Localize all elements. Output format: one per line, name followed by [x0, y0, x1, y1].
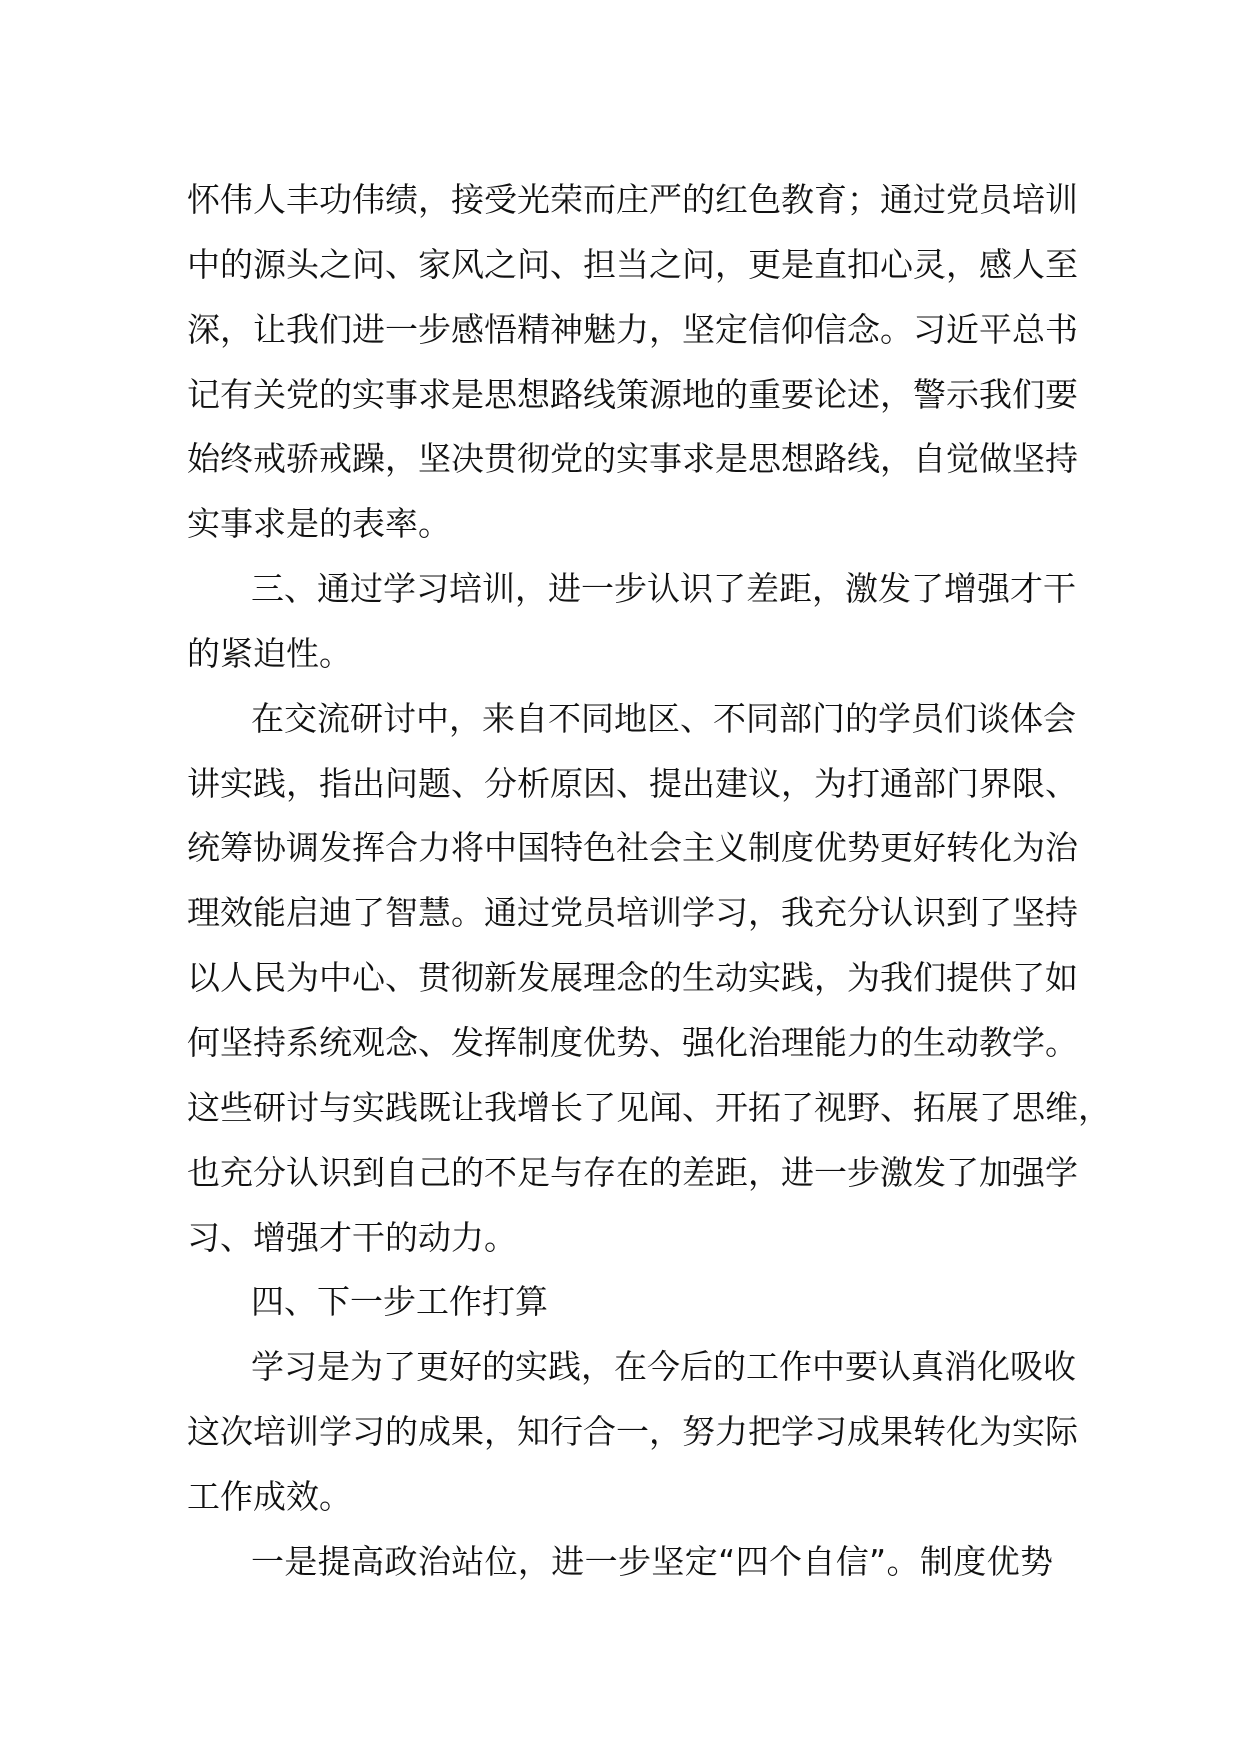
- text-line: 学习是为了更好的实践，在今后的工作中要认真消化吸收: [251, 1347, 1076, 1387]
- text-line: 实事求是的表率。: [187, 504, 451, 544]
- paragraph: [187, 1530, 1053, 1595]
- text-line: 统筹协调发挥合力将中国特色社会主义制度优势更好转化为治: [187, 828, 1078, 868]
- text-line: 中的源头之问、家风之问、担当之问，更是直扣心灵，感人至: [187, 244, 1078, 284]
- text-line: 一是提高政治站位，进一步坚定“四个自信”。制度优势: [251, 1541, 1053, 1581]
- text-line: 这次培训学习的成果，知行合一，努力把学习成果转化为实际: [187, 1412, 1078, 1452]
- section-heading: [187, 1270, 1053, 1335]
- text-line: 也充分认识到自己的不足与存在的差距，进一步激发了加强学: [187, 1152, 1078, 1192]
- text-line: 四、下一步工作打算: [251, 1282, 548, 1322]
- paragraph: [187, 168, 1078, 557]
- text-line: 以人民为中心、贯彻新发展理念的生动实践，为我们提供了如: [187, 958, 1078, 998]
- text-line: 理效能启迪了智慧。通过党员培训学习，我充分认识到了坚持: [187, 893, 1078, 933]
- text-line: 讲实践，指出问题、分析原因、提出建议，为打通部门界限、: [187, 763, 1078, 803]
- text-line: 三、通过学习培训，进一步认识了差距，激发了增强才干: [251, 569, 1076, 609]
- text-line: 始终戒骄戒躁，坚决贯彻党的实事求是思想路线，自觉做坚持: [187, 439, 1078, 479]
- text-line: 深，让我们进一步感悟精神魅力，坚定信仰信念。习近平总书: [187, 309, 1078, 349]
- text-line: 这些研讨与实践既让我增长了见闻、开拓了视野、拓展了思维，: [187, 1087, 1111, 1127]
- section-heading: [187, 557, 1076, 687]
- text-line: 记有关党的实事求是思想路线策源地的重要论述，警示我们要: [187, 374, 1078, 414]
- body-text: [187, 168, 1111, 1595]
- text-line: 怀伟人丰功伟绩，接受光荣而庄严的红色教育；通过党员培训: [187, 180, 1078, 219]
- text-line: 的紧迫性。: [187, 633, 352, 673]
- text-line: 在交流研讨中，来自不同地区、不同部门的学员们谈体会: [251, 698, 1076, 738]
- text-line: 何坚持系统观念、发挥制度优势、强化治理能力的生动教学。: [187, 1022, 1078, 1062]
- paragraph: [187, 687, 1111, 1271]
- text-line: 工作成效。: [187, 1476, 352, 1516]
- paragraph: [187, 1335, 1078, 1530]
- text-line: 习、增强才干的动力。: [187, 1217, 517, 1257]
